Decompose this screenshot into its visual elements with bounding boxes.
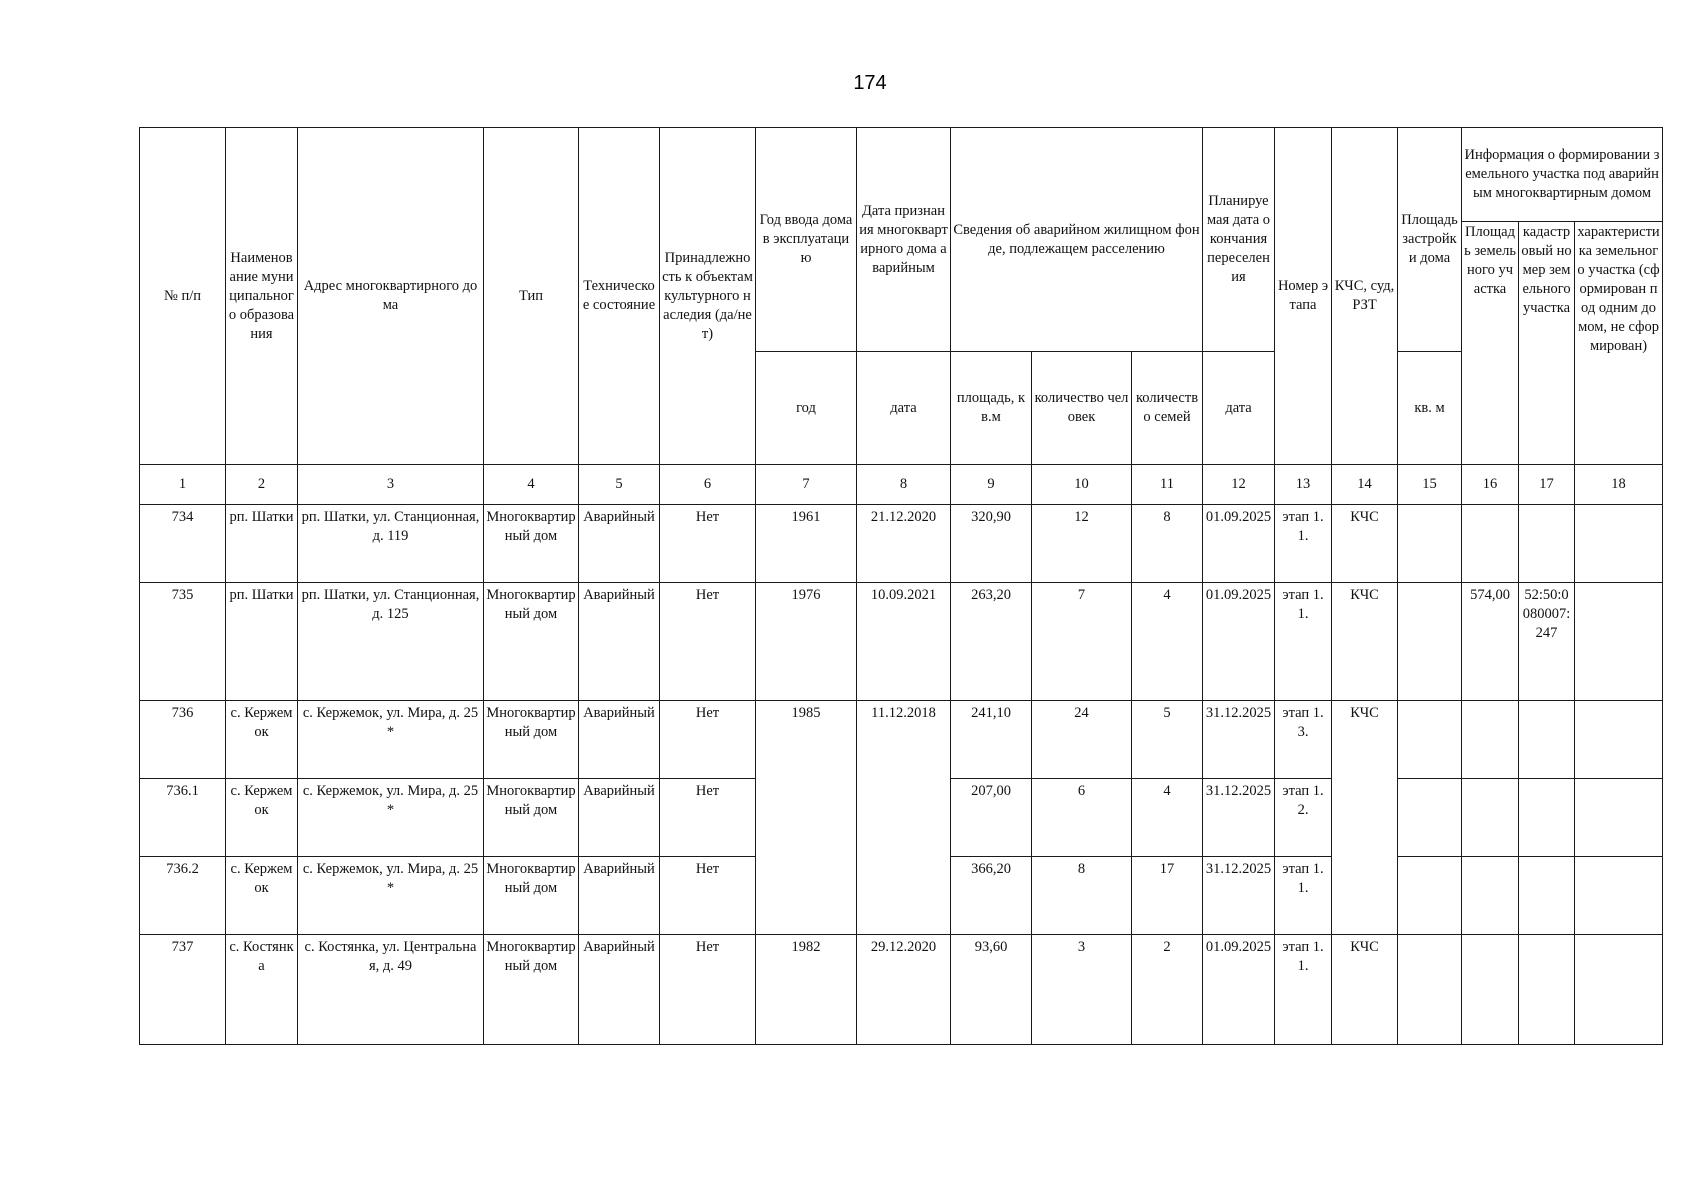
- row-type: Многоквартирный дом: [484, 505, 579, 583]
- column-number: 2: [226, 465, 298, 505]
- row-heritage: Нет: [660, 935, 756, 1045]
- row-municipality: рп. Шатки: [226, 583, 298, 701]
- row-address: с. Кержемок, ул. Мира, д. 25*: [298, 779, 484, 857]
- row-kchs: КЧС: [1332, 583, 1398, 701]
- row-cadastral: [1519, 701, 1575, 779]
- column-number: 16: [1462, 465, 1519, 505]
- header-municipality: Наименование муниципального образования: [226, 128, 298, 465]
- column-number: 11: [1132, 465, 1203, 505]
- column-number: 9: [951, 465, 1032, 505]
- row-type: Многоквартирный дом: [484, 701, 579, 779]
- row-municipality: с. Кержемок: [226, 779, 298, 857]
- row-municipality: с. Кержемок: [226, 701, 298, 779]
- header-land-char: характеристика земельного участка (сформирован под одним домом, не сформирован): [1575, 222, 1663, 465]
- header-unit-end-date: дата: [1203, 352, 1275, 465]
- row-state: Аварийный: [579, 857, 660, 935]
- row-end-date: 01.09.2025: [1203, 505, 1275, 583]
- row-land-area: 574,00: [1462, 583, 1519, 701]
- table-row: [140, 935, 1663, 1045]
- row-land-area: [1462, 779, 1519, 857]
- row-families: 4: [1132, 583, 1203, 701]
- header-address: Адрес многоквартирного дома: [298, 128, 484, 465]
- column-number: 6: [660, 465, 756, 505]
- row-end-date: 31.12.2025: [1203, 857, 1275, 935]
- row-heritage: Нет: [660, 505, 756, 583]
- header-heritage: Принадлежность к объектам культурного наследия (да/нет): [660, 128, 756, 465]
- row-area: 366,20: [951, 857, 1032, 935]
- row-area: 207,00: [951, 779, 1032, 857]
- row-year: 1982: [756, 935, 857, 1045]
- row-area: 320,90: [951, 505, 1032, 583]
- column-number: 10: [1032, 465, 1132, 505]
- row-end-date: 31.12.2025: [1203, 779, 1275, 857]
- header-unit-year: год: [756, 352, 857, 465]
- header-unit-families: количество семей: [1132, 352, 1203, 465]
- row-stage: этап 1.1.: [1275, 857, 1332, 935]
- row-built-area: [1398, 935, 1462, 1045]
- row-families: 8: [1132, 505, 1203, 583]
- column-number: 14: [1332, 465, 1398, 505]
- row-kchs: КЧС: [1332, 935, 1398, 1045]
- row-address: рп. Шатки, ул. Станционная, д. 119: [298, 505, 484, 583]
- header-land-area: Площадь земельного участка: [1462, 222, 1519, 465]
- row-address: с. Костянка, ул. Центральная, д. 49: [298, 935, 484, 1045]
- row-stage: этап 1.3.: [1275, 701, 1332, 779]
- row-area: 93,60: [951, 935, 1032, 1045]
- row-land-area: [1462, 935, 1519, 1045]
- table-row: [140, 583, 1663, 701]
- row-heritage: Нет: [660, 701, 756, 779]
- row-land-area: [1462, 701, 1519, 779]
- row-type: Многоквартирный дом: [484, 857, 579, 935]
- row-municipality: с. Костянка: [226, 935, 298, 1045]
- row-people: 3: [1032, 935, 1132, 1045]
- column-number: 5: [579, 465, 660, 505]
- column-number: 8: [857, 465, 951, 505]
- row-type: Многоквартирный дом: [484, 935, 579, 1045]
- row-state: Аварийный: [579, 935, 660, 1045]
- row-cadastral: [1519, 505, 1575, 583]
- row-cadastral: 52:50:0080007:247: [1519, 583, 1575, 701]
- header-unit-built-area: кв. м: [1398, 352, 1462, 465]
- row-heritage: Нет: [660, 583, 756, 701]
- row-end-date: 01.09.2025: [1203, 583, 1275, 701]
- row-families: 2: [1132, 935, 1203, 1045]
- column-number: 17: [1519, 465, 1575, 505]
- row-state: Аварийный: [579, 505, 660, 583]
- row-recognition-date: 29.12.2020: [857, 935, 951, 1045]
- row-land-char: [1575, 583, 1663, 701]
- header-planned-date: Планируемая дата окончания переселения: [1203, 128, 1275, 352]
- page-number: 174: [853, 72, 887, 94]
- row-end-date: 01.09.2025: [1203, 935, 1275, 1045]
- row-families: 4: [1132, 779, 1203, 857]
- column-number: 3: [298, 465, 484, 505]
- row-heritage: Нет: [660, 779, 756, 857]
- row-area: 263,20: [951, 583, 1032, 701]
- row-families: 5: [1132, 701, 1203, 779]
- row-number: 735: [140, 583, 226, 701]
- header-built-area: Площадь застройки дома: [1398, 128, 1462, 352]
- row-land-area: [1462, 505, 1519, 583]
- row-built-area: [1398, 701, 1462, 779]
- row-stage: этап 1.1.: [1275, 583, 1332, 701]
- row-state: Аварийный: [579, 583, 660, 701]
- row-type: Многоквартирный дом: [484, 583, 579, 701]
- row-built-area: [1398, 583, 1462, 701]
- row-cadastral: [1519, 935, 1575, 1045]
- row-people: 7: [1032, 583, 1132, 701]
- row-families: 17: [1132, 857, 1203, 935]
- row-end-date: 31.12.2025: [1203, 701, 1275, 779]
- row-area: 241,10: [951, 701, 1032, 779]
- column-number-row: [140, 465, 1663, 505]
- header-stage: Номер этапа: [1275, 128, 1332, 465]
- table-row: [140, 505, 1663, 583]
- row-kchs: КЧС: [1332, 701, 1398, 935]
- row-people: 12: [1032, 505, 1132, 583]
- row-built-area: [1398, 505, 1462, 583]
- header-number: № п/п: [140, 128, 226, 465]
- row-address: с. Кержемок, ул. Мира, д. 25*: [298, 701, 484, 779]
- row-state: Аварийный: [579, 779, 660, 857]
- column-number: 4: [484, 465, 579, 505]
- row-number: 734: [140, 505, 226, 583]
- header-land-info: Информация о формировании земельного участка под аварийным многоквартирным домом: [1462, 128, 1663, 222]
- header-year: Год ввода дома в эксплуатацию: [756, 128, 857, 352]
- header-unit-date: дата: [857, 352, 951, 465]
- row-recognition-date: 21.12.2020: [857, 505, 951, 583]
- row-address: рп. Шатки, ул. Станционная, д. 125: [298, 583, 484, 701]
- row-stage: этап 1.2.: [1275, 779, 1332, 857]
- row-cadastral: [1519, 857, 1575, 935]
- row-people: 8: [1032, 857, 1132, 935]
- header-recognition-date: Дата признания многоквартирного дома аварийным: [857, 128, 951, 352]
- row-number: 737: [140, 935, 226, 1045]
- column-number: 7: [756, 465, 857, 505]
- row-type: Многоквартирный дом: [484, 779, 579, 857]
- row-number: 736.1: [140, 779, 226, 857]
- column-number: 15: [1398, 465, 1462, 505]
- row-land-char: [1575, 505, 1663, 583]
- header-emergency-fund: Сведения об аварийном жилищном фонде, подлежащем расселению: [951, 128, 1203, 352]
- row-recognition-date: 11.12.2018: [857, 701, 951, 935]
- row-cadastral: [1519, 779, 1575, 857]
- row-number: 736.2: [140, 857, 226, 935]
- row-year: 1985: [756, 701, 857, 935]
- emergency-housing-table: [139, 127, 1663, 1045]
- row-built-area: [1398, 779, 1462, 857]
- row-people: 24: [1032, 701, 1132, 779]
- row-land-char: [1575, 701, 1663, 779]
- column-number: 18: [1575, 465, 1663, 505]
- row-land-area: [1462, 857, 1519, 935]
- column-number: 13: [1275, 465, 1332, 505]
- row-municipality: рп. Шатки: [226, 505, 298, 583]
- column-number: 1: [140, 465, 226, 505]
- row-recognition-date: 10.09.2021: [857, 583, 951, 701]
- header-kchs: КЧС, суд, РЗТ: [1332, 128, 1398, 465]
- row-land-char: [1575, 779, 1663, 857]
- column-number: 12: [1203, 465, 1275, 505]
- row-land-char: [1575, 935, 1663, 1045]
- row-address: с. Кержемок, ул. Мира, д. 25*: [298, 857, 484, 935]
- row-heritage: Нет: [660, 857, 756, 935]
- row-people: 6: [1032, 779, 1132, 857]
- table-row: [140, 701, 1663, 779]
- row-municipality: с. Кержемок: [226, 857, 298, 935]
- row-year: 1976: [756, 583, 857, 701]
- row-kchs: КЧС: [1332, 505, 1398, 583]
- row-stage: этап 1.1.: [1275, 505, 1332, 583]
- header-technical-state: Техническое состояние: [579, 128, 660, 465]
- header-type: Тип: [484, 128, 579, 465]
- header-unit-people: количество человек: [1032, 352, 1132, 465]
- row-stage: этап 1.1.: [1275, 935, 1332, 1045]
- row-year: 1961: [756, 505, 857, 583]
- row-state: Аварийный: [579, 701, 660, 779]
- row-built-area: [1398, 857, 1462, 935]
- header-unit-area: площадь, кв.м: [951, 352, 1032, 465]
- header-cadastral: кадастровый номер земельного участка: [1519, 222, 1575, 465]
- row-land-char: [1575, 857, 1663, 935]
- header-row-top: [140, 128, 1663, 222]
- row-number: 736: [140, 701, 226, 779]
